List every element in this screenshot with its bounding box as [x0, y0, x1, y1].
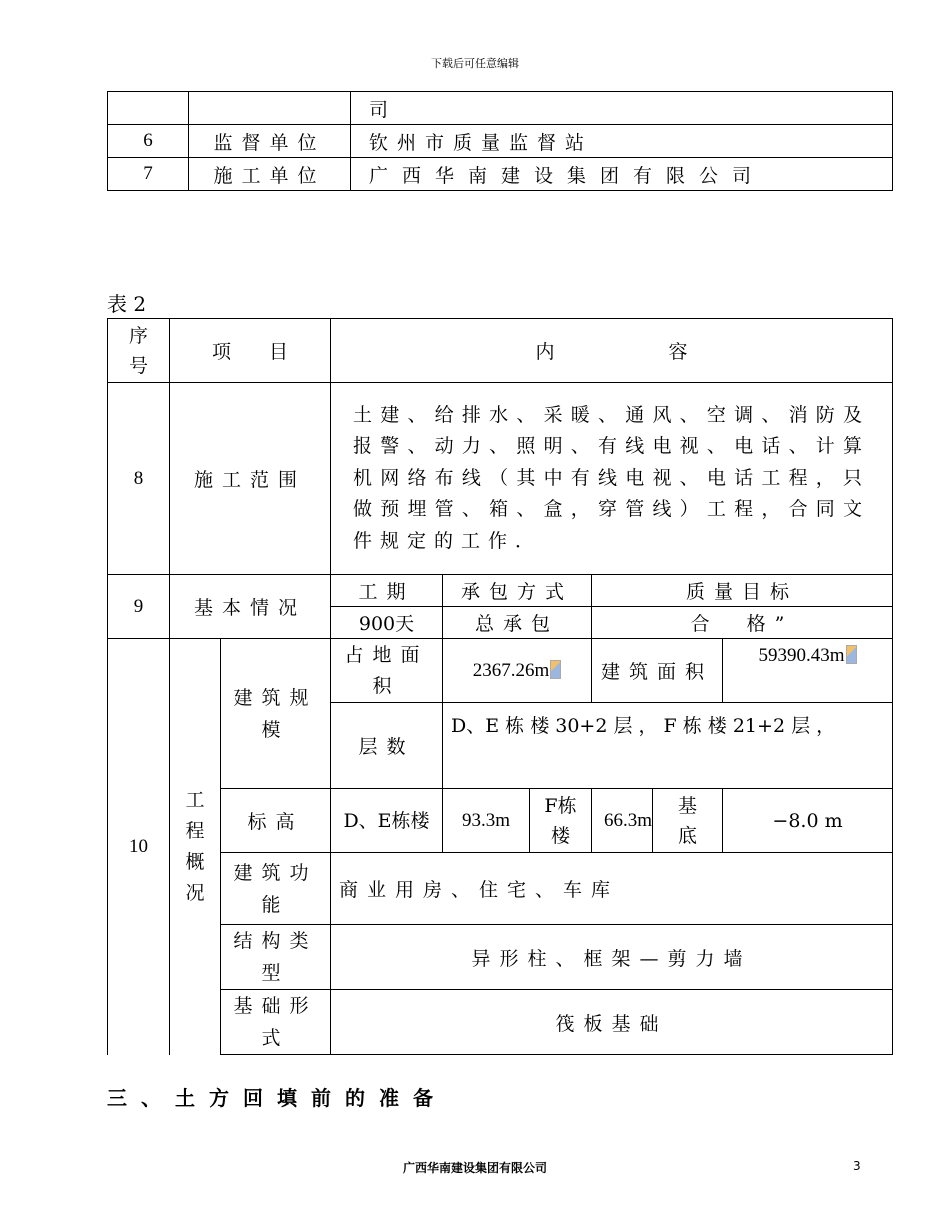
scale-label: 建筑规模 [221, 639, 331, 789]
table-row [108, 789, 893, 853]
image-placeholder-icon [550, 660, 561, 679]
elevation-base-label: 基底 [653, 789, 723, 853]
table-1 [107, 91, 893, 191]
table-2 [107, 318, 893, 1055]
table-row [108, 125, 893, 158]
row-item: 施工单位 [189, 158, 351, 191]
table-row [108, 158, 893, 191]
table-row [108, 853, 893, 925]
elevation-label: 标高 [221, 789, 331, 853]
elevation-f-value: 66.3m [592, 789, 653, 853]
quality-value: 合 格” [592, 607, 893, 639]
footer-company: 广西华南建设集团有限公司 [402, 1161, 547, 1175]
row-content: 广西华南建设集团有限公司 [351, 158, 893, 191]
row-number: 6 [108, 125, 189, 158]
image-placeholder-icon [846, 645, 857, 664]
scope-content: 土建、给排水、采暖、通风、空调、消防及报警、动力、照明、有线电视、电话、计算机网络布线（其中有线电视、电话工程，只做预埋管、箱、盒，穿管线）工程，合同文件规定的工作． [331, 383, 893, 575]
head-content: 内 容 [331, 319, 893, 383]
period-value: 900天 [331, 607, 443, 639]
function-value: 商业用房、住宅、车库 [331, 853, 893, 925]
row-item: 基本情况 [170, 575, 331, 639]
elevation-f-label: F栋楼 [530, 789, 592, 853]
table-row [108, 639, 893, 703]
elevation-base-value: −8.0 m [723, 789, 893, 853]
floors-label: 层数 [331, 703, 443, 789]
elevation-de-value: 93.3m [443, 789, 530, 853]
structure-label: 结构类型 [221, 925, 331, 990]
head-number: 序号 [108, 319, 170, 383]
row-number: 9 [108, 575, 170, 639]
row-number: 10 [108, 639, 170, 1055]
table-row [108, 990, 893, 1055]
row-item: 监督单位 [189, 125, 351, 158]
table-2-caption: 表 2 [107, 292, 147, 316]
table-row [108, 92, 893, 125]
row-content: 钦州市质量监督站 [351, 125, 893, 158]
floor-area-label: 建筑面积 [592, 639, 723, 703]
table-row [108, 383, 893, 575]
quality-label: 质量目标 [592, 575, 893, 607]
row-item [189, 92, 351, 125]
table-row [108, 575, 893, 607]
row-number [108, 92, 189, 125]
elevation-de-label: D、E栋楼 [331, 789, 443, 853]
structure-value: 异形柱、框架—剪力墙 [331, 925, 893, 990]
land-area-value: 2367.26m [443, 639, 592, 703]
row-content: 司 [351, 92, 893, 125]
section-title: 三、土方回填前的准备 [107, 1086, 447, 1110]
page-header: 下载后可任意编辑 [431, 57, 519, 70]
contract-value: 总承包 [443, 607, 592, 639]
page-number: 3 [853, 1159, 861, 1173]
head-item: 项 目 [170, 319, 331, 383]
land-area-label: 占地面积 [331, 639, 443, 703]
foundation-label: 基础形式 [221, 990, 331, 1055]
row-item: 施工范围 [170, 383, 331, 575]
function-label: 建筑功能 [221, 853, 331, 925]
row-number: 7 [108, 158, 189, 191]
period-label: 工期 [331, 575, 443, 607]
floor-area-value: 59390.43m [723, 639, 893, 703]
foundation-value: 筏板基础 [331, 990, 893, 1055]
row-number: 8 [108, 383, 170, 575]
contract-label: 承包方式 [443, 575, 592, 607]
table-head-row [108, 319, 893, 383]
floors-value: D、E 栋 楼 30+2 层 ， F 栋 楼 21+2 层 ， [443, 703, 893, 789]
overview-group: 工程概况 [170, 639, 221, 1055]
table-row [108, 925, 893, 990]
